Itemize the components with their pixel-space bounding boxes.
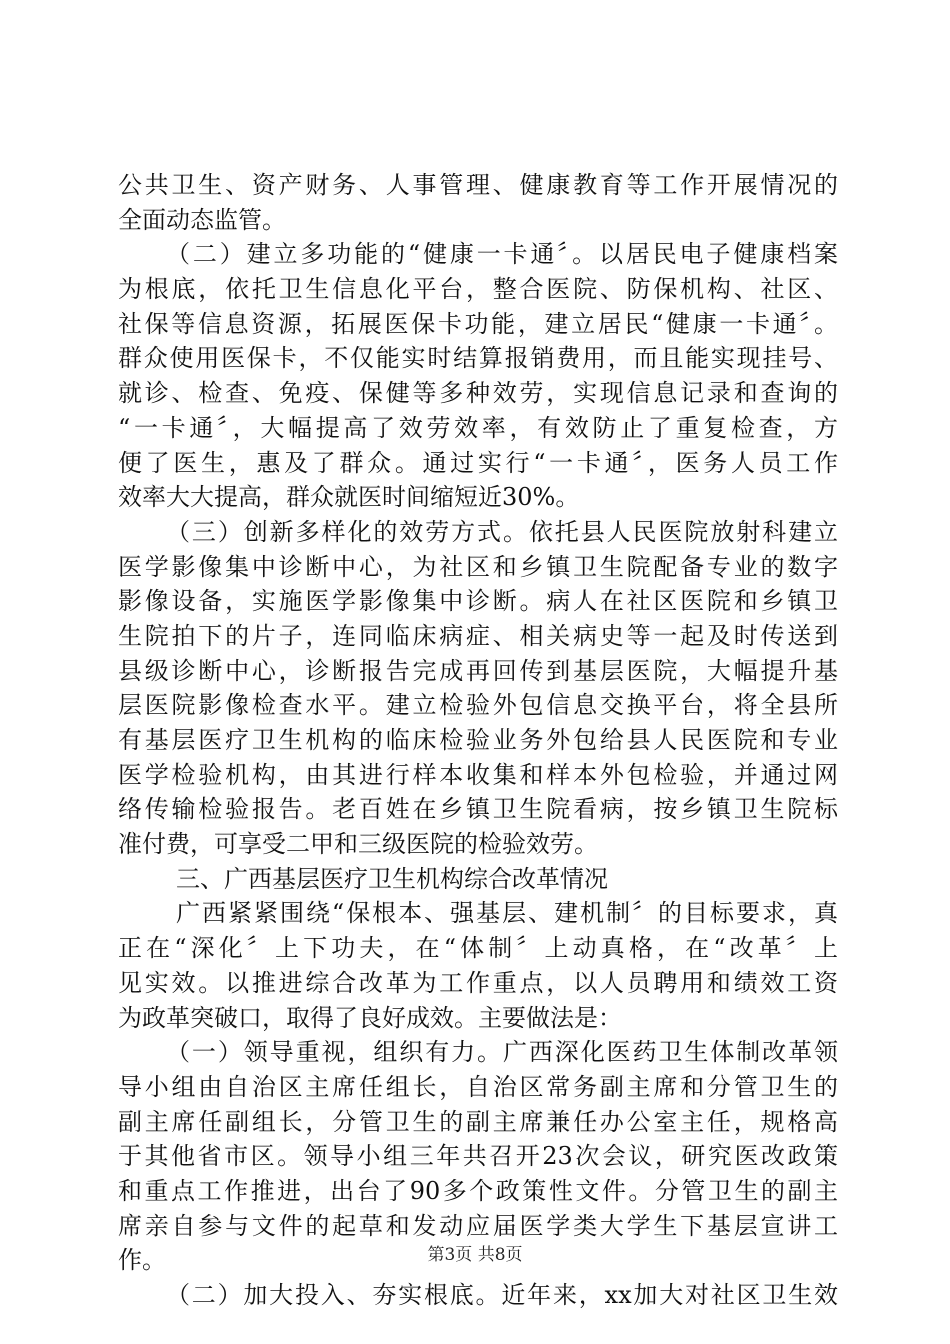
text-line: 和重点工作推进，出台了90多个政策性文件。分管卫生的副主 (118, 1176, 838, 1205)
text-line: 络传输检验报告。老百姓在乡镇卫生院看病，按乡镇卫生院标 (118, 795, 838, 824)
text-line: 作。 (118, 1246, 166, 1275)
text-line: 为根底，依托卫生信息化平台，整合医院、防保机构、社区、 (118, 275, 838, 304)
text-line: 副主席任副组长，分管卫生的副主席兼任办公室主任，规格高 (118, 1107, 838, 1136)
text-line: 于其他省市区。领导小组三年共召开23次会议，研究医改政策 (118, 1142, 838, 1171)
text-line: 效率大大提高，群众就医时间缩短近30%。 (118, 483, 580, 512)
text-line: 生院拍下的片子，连同临床病症、相关病史等一起及时传送到 (118, 621, 838, 650)
text-line: 正在“深化〞上下功夫，在“体制〞上动真格，在“改革〞上 (118, 934, 838, 963)
text-line: 社保等信息资源，拓展医保卡功能，建立居民“健康一卡通〞。 (118, 309, 838, 338)
text-line: 准付费，可享受二甲和三级医院的检验效劳。 (118, 830, 598, 859)
text-line: （二）建立多功能的“健康一卡通〞。以居民电子健康档案 (166, 240, 838, 269)
text-line: 广西紧紧围绕“保根本、强基层、建机制〞的目标要求，真 (176, 899, 838, 928)
text-line: 为政革突破口，取得了良好成效。主要做法是： (118, 1003, 622, 1032)
text-line: “一卡通〞，大幅提高了效劳效率，有效防止了重复检查，方 (118, 413, 838, 442)
document-body (118, 168, 838, 1313)
text-line: 全面动态监管。 (118, 205, 286, 234)
text-line: 医学影像集中诊断中心，为社区和乡镇卫生院配备专业的数字 (118, 552, 838, 581)
text-line: 便了医生，惠及了群众。通过实行“一卡通〞，医务人员工作 (118, 448, 838, 477)
page-footer: 第3页 共8页 (427, 1245, 523, 1265)
text-line: 见实效。以推进综合改革为工作重点，以人员聘用和绩效工资 (118, 968, 838, 997)
text-line: 导小组由自治区主席任组长，自治区常务副主席和分管卫生的 (118, 1072, 838, 1101)
section-heading: 三、广西基层医疗卫生机构综合改革情况 (176, 864, 608, 893)
text-line: 影像设备，实施医学影像集中诊断。病人在社区医院和乡镇卫 (118, 587, 838, 616)
text-line: 席亲自参与文件的起草和发动应届医学类大学生下基层宣讲工 (118, 1211, 838, 1240)
text-line: 层医院影像检查水平。建立检验外包信息交换平台，将全县所 (118, 691, 838, 720)
text-line: 就诊、检查、免疫、保健等多种效劳，实现信息记录和查询的 (118, 379, 838, 408)
text-line: 县级诊断中心，诊断报告完成再回传到基层医院，大幅提升基 (118, 656, 838, 685)
text-line: （三）创新多样化的效劳方式。依托县人民医院放射科建立 (166, 517, 838, 546)
text-line: 群众使用医保卡，不仅能实时结算报销费用，而且能实现挂号、 (118, 344, 838, 373)
text-line: 公共卫生、资产财务、人事管理、健康教育等工作开展情况的 (118, 171, 838, 199)
text-line: （二）加大投入、夯实根底。近年来，xx加大对社区卫生效 (166, 1281, 838, 1309)
text-line: 有基层医疗卫生机构的临床检验业务外包给县人民医院和专业 (118, 726, 838, 754)
text-line: 医学检验机构，由其进行样本收集和样本外包检验，并通过网 (118, 760, 838, 789)
text-line: （一）领导重视，组织有力。广西深化医药卫生体制改革领 (166, 1038, 838, 1067)
